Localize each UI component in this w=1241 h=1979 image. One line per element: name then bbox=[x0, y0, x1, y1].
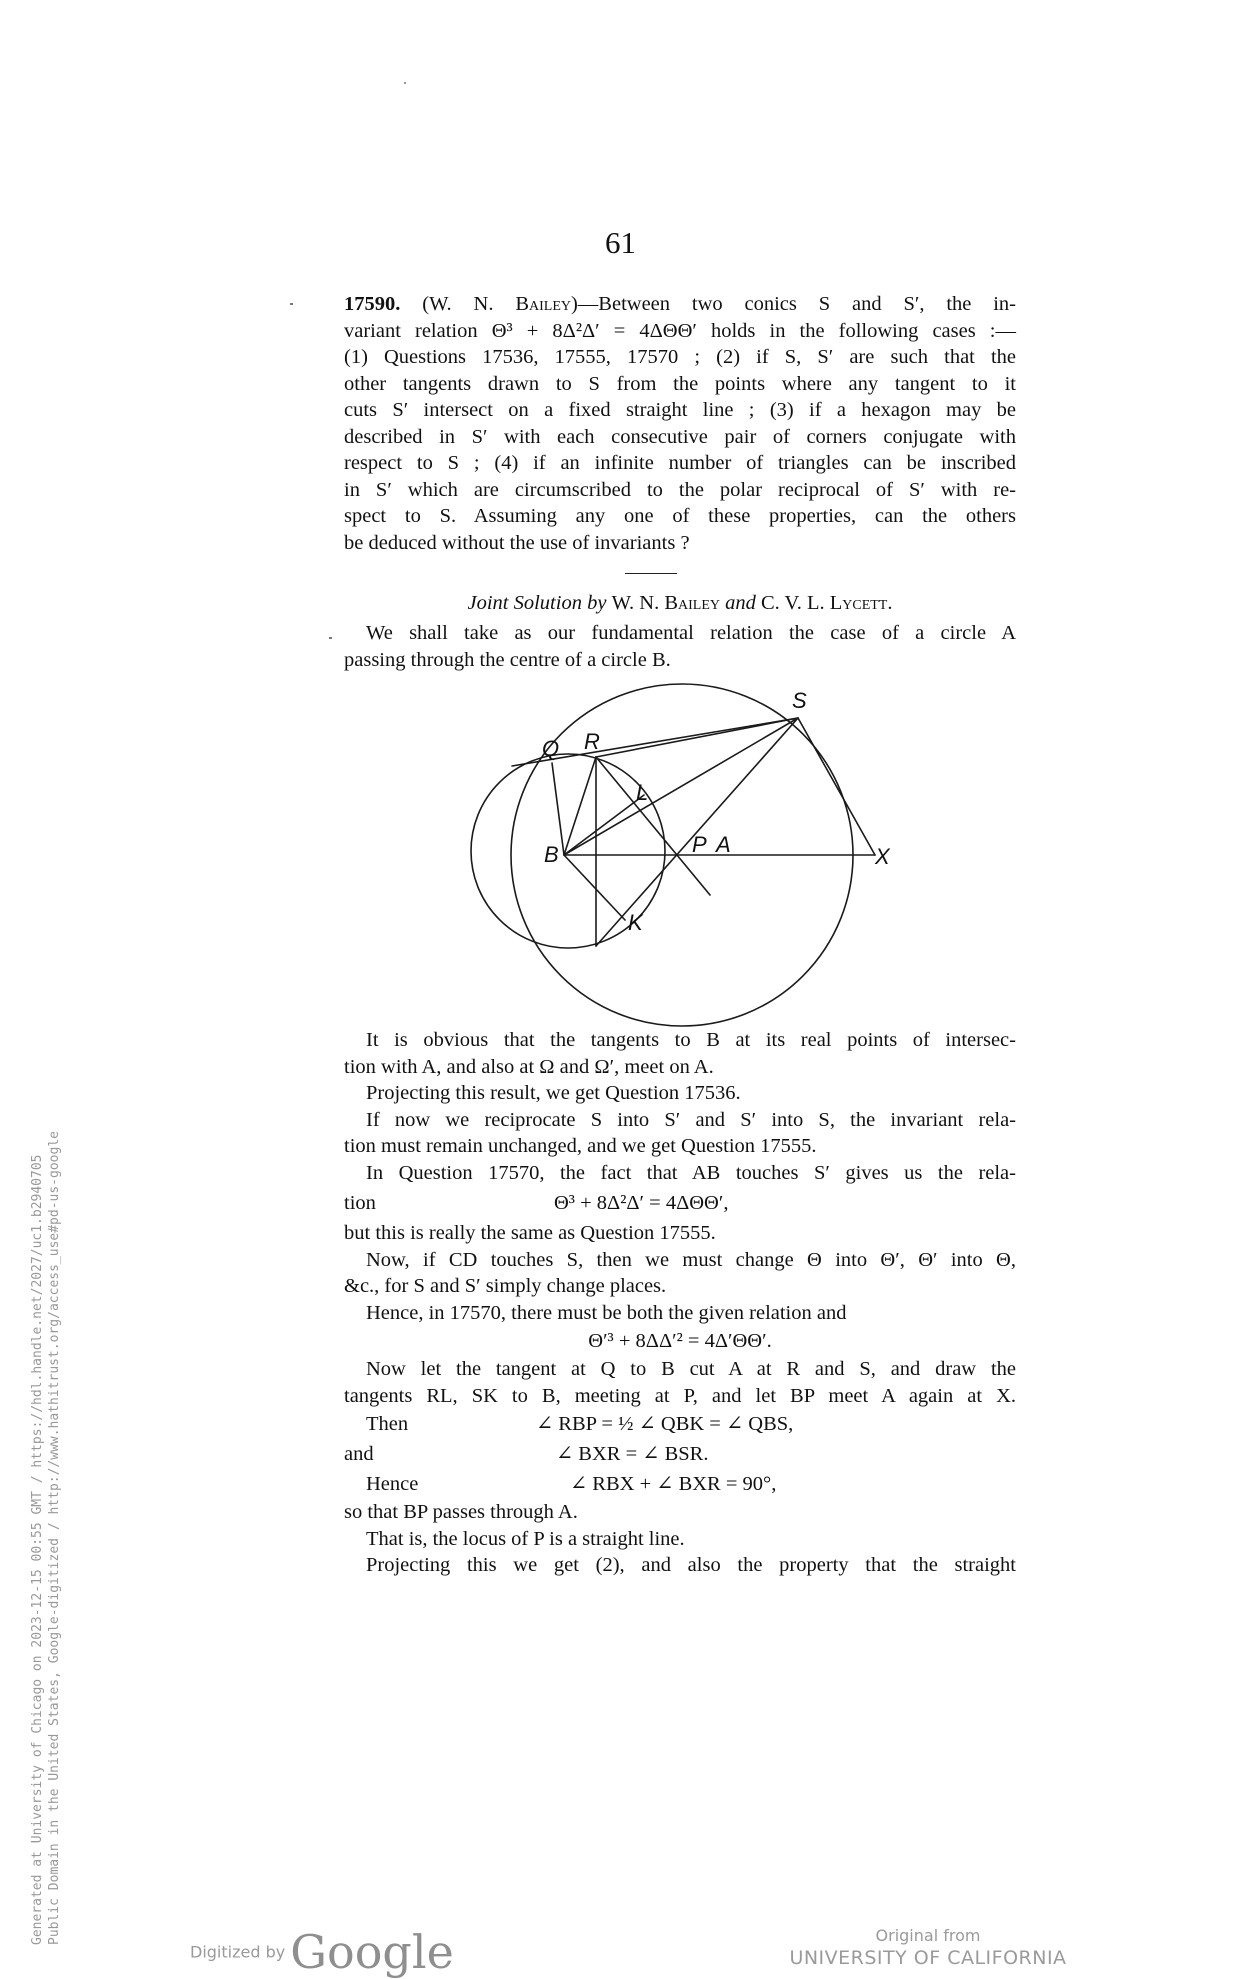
body-line: tion with A, and also at Ω and Ω′, meet on A. bbox=[344, 1055, 714, 1078]
original-source: Original from UNIVERSITY OF CALIFORNIA bbox=[789, 1926, 1067, 1969]
label-L: L bbox=[636, 780, 649, 805]
hathitrust-watermark bbox=[30, 945, 62, 1945]
body-word-tion: tion bbox=[344, 1192, 376, 1214]
intro-paragraph bbox=[344, 620, 1016, 673]
intro-line: We shall take as our fundamental relation the case of a circle A bbox=[366, 622, 1016, 644]
body-line: but this is really the same as Question 17555. bbox=[344, 1222, 716, 1244]
problem-line: be deduced without the use of invariants ? bbox=[344, 531, 690, 554]
body-line: Now let the tangent at Q to B cut A at R and S, and draw the bbox=[366, 1358, 1016, 1380]
problem-author: W. N. Bailey bbox=[429, 293, 571, 315]
problem-number: 17590. bbox=[344, 293, 401, 315]
label-Q: Q bbox=[542, 736, 560, 761]
problem-line: (1) Questions 17536, 17555, 17570 ; (2) if S, S′ are such that the bbox=[344, 346, 1016, 368]
label-R: R bbox=[584, 729, 600, 754]
label-S: S bbox=[792, 688, 807, 713]
equation-1: Θ³ + 8Δ²Δ′ = 4ΔΘΘ′, bbox=[554, 1192, 729, 1214]
then-equation: ∠ RBP = ½ ∠ QBK = ∠ QBS, bbox=[536, 1413, 794, 1435]
body-line: so that BP passes through A. bbox=[344, 1501, 578, 1523]
label-K: K bbox=[628, 910, 643, 935]
watermark-line-1: Generated at University of Chicago on 2023-12-15 00:55 GMT / https://hdl.handle.net/2027/uc1.b2940705 bbox=[30, 1154, 45, 1945]
label-B: B bbox=[544, 842, 559, 867]
body-line: If now we reciprocate S into S′ and S′ into S, the invariant rela- bbox=[366, 1108, 1016, 1131]
digitized-by-google: Digitized by Google bbox=[190, 1925, 454, 1979]
label-A: A bbox=[716, 832, 731, 857]
section-divider bbox=[625, 573, 677, 574]
problem-statement bbox=[344, 291, 1016, 556]
stray-mark bbox=[290, 303, 293, 305]
problem-line: respect to S ; (4) if an infinite number of triangles can be inscribed bbox=[344, 452, 1016, 474]
body-text bbox=[344, 1027, 1016, 1579]
google-logo: Google bbox=[290, 1925, 454, 1979]
body-line: Hence, in 17570, there must be both the given relation and bbox=[366, 1301, 847, 1324]
body-line: It is obvious that the tangents to B at its real points of intersec- bbox=[366, 1029, 1016, 1051]
problem-line: in S′ which are circumscribed to the polar reciprocal of S′ with re- bbox=[344, 478, 1016, 501]
line-BR bbox=[564, 757, 596, 855]
body-line: That is, the locus of P is a straight line. bbox=[366, 1527, 685, 1550]
line-BL bbox=[564, 795, 644, 855]
page-number: 61 bbox=[605, 225, 636, 260]
equation-row bbox=[344, 1186, 1016, 1220]
problem-line: cuts S′ intersect on a fixed straight line ; (3) if a hexagon may be bbox=[344, 399, 1016, 421]
and-row: and ∠ BXR = ∠ BSR. bbox=[344, 1439, 1016, 1469]
label-X: X bbox=[875, 844, 890, 869]
problem-line: other tangents drawn to S from the points where any tangent to it bbox=[344, 372, 1016, 395]
and-equation: ∠ BXR = ∠ BSR. bbox=[556, 1443, 709, 1465]
body-line: Now, if CD touches S, then we must change Θ into Θ′, Θ′ into Θ, bbox=[366, 1248, 1016, 1271]
stray-mark bbox=[404, 82, 406, 84]
body-line: Projecting this we get (2), and also the property that the straight bbox=[366, 1554, 1016, 1576]
equation-2: Θ′³ + 8ΔΔ′² = 4Δ′ΘΘ′. bbox=[588, 1330, 772, 1352]
problem-line-1: 17590. (W. N. Bailey)—Between two conics S and S′, the in- bbox=[344, 293, 1017, 315]
hence-row: Hence ∠ RBX + ∠ BXR = 90°, bbox=[344, 1469, 1016, 1499]
body-line: In Question 17570, the fact that AB touches S′ gives us the rela- bbox=[366, 1161, 1016, 1184]
body-line: tion must remain unchanged, and we get Question 17555. bbox=[344, 1135, 817, 1157]
line-SX bbox=[798, 718, 875, 855]
body-line: Projecting this result, we get Question 17536. bbox=[366, 1082, 741, 1104]
then-row: Then ∠ RBP = ½ ∠ QBK = ∠ QBS, bbox=[344, 1409, 1016, 1439]
problem-line: variant relation Θ³ + 8Δ²Δ′ = 4ΔΘΘ′ holds in the following cases :— bbox=[344, 319, 1016, 342]
figure-svg bbox=[460, 690, 900, 1016]
intro-line: passing through the centre of a circle B. bbox=[344, 648, 671, 671]
solution-heading: Joint Solution by W. N. Bailey and C. V. L. Lycett. bbox=[467, 592, 893, 614]
watermark-line-2: Public Domain in the United States, Google-digitized / http://www.hathitrust.org/access_use#pd-us-google bbox=[47, 1131, 62, 1945]
geometry-figure bbox=[460, 690, 900, 1016]
hence-equation: ∠ RBX + ∠ BXR = 90°, bbox=[570, 1473, 777, 1495]
body-line: tangents RL, SK to B, meeting at P, and let BP meet A again at X. bbox=[344, 1384, 1016, 1407]
stray-mark bbox=[329, 637, 332, 639]
problem-line: described in S′ with each consecutive pair of corners conjugate with bbox=[344, 425, 1016, 448]
label-P: P bbox=[692, 832, 707, 857]
problem-line: spect to S. Assuming any one of these properties, can the others bbox=[344, 505, 1016, 527]
body-line: &c., for S and S′ simply change places. bbox=[344, 1275, 667, 1297]
line-BK bbox=[564, 855, 625, 920]
